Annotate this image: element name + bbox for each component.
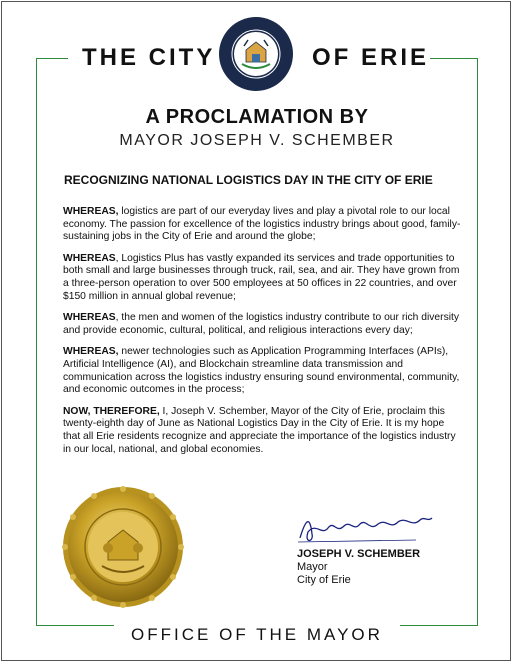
paragraph-text: newer technologies such as Application Programming Interfaces (APIs), Artificial Intelligence (AI), and Blockchain streamline data transmission and communication across the logistics industry ensuring sound environmental, community, and economic outcomes in the process; — [63, 346, 460, 396]
gold-city-seal — [62, 486, 184, 608]
mayor-signature — [296, 508, 436, 548]
paragraph-lead: WHEREAS — [63, 312, 116, 324]
city-title-left: THE CITY — [82, 44, 216, 71]
paragraph-text: , Logistics Plus has vastly expanded its services and trade opportunities to both small and large businesses through truck, rail, sea, and air. They have grown from a three-person operation to over 500 employees at 50 offices in 22 countries, and over $150 million in annual global revenue; — [63, 252, 460, 302]
paragraph — [63, 406, 461, 456]
proclamation-body — [63, 206, 461, 465]
signatory-title: Mayor — [297, 561, 328, 573]
signatory-city: City of Erie — [297, 574, 351, 586]
paragraph-lead: NOW, THEREFORE, — [63, 405, 160, 417]
paragraph — [63, 206, 461, 244]
paragraph — [63, 312, 461, 337]
signatory-name: JOSEPH V. SCHEMBER — [297, 548, 421, 560]
frame-line-top-right — [430, 58, 478, 59]
city-title-right: OF ERIE — [312, 44, 430, 71]
paragraph-lead: WHEREAS, — [63, 346, 119, 358]
office-footer: OFFICE OF THE MAYOR — [131, 625, 383, 644]
paragraph-text: I, Joseph V. Schember, Mayor of the City of Erie, proclaim this twenty-eighth day of June as National Logistics Day in the City of Erie. It is my hope that all Erie residents recognize and appreciate the importance of the logistics industry in our local, national, and global economies. — [63, 405, 456, 455]
proclamation-subtitle: MAYOR JOSEPH V. SCHEMBER — [119, 132, 395, 149]
city-seal-logo — [218, 16, 294, 92]
proclamation-heading: RECOGNIZING NATIONAL LOGISTICS DAY IN THE CITY OF ERIE — [64, 173, 433, 187]
paragraph — [63, 253, 461, 303]
paragraph-text: , the men and women of the logistics industry contribute to our rich diversity and provide economic, cultural, political, and religious interactions every day; — [63, 312, 460, 336]
frame-line-top-left — [36, 58, 68, 59]
paragraph-text: logistics are part of our everyday lives and play a pivotal role to our local economy. The passion for excellence of the logistics industry brings about good, family-sustaining jobs in the City of Erie and around the globe; — [63, 206, 461, 243]
paragraph-lead: WHEREAS, — [63, 206, 119, 217]
paragraph-lead: WHEREAS — [63, 252, 116, 264]
paragraph — [63, 346, 461, 396]
proclamation-title: A PROCLAMATION BY — [145, 106, 369, 128]
